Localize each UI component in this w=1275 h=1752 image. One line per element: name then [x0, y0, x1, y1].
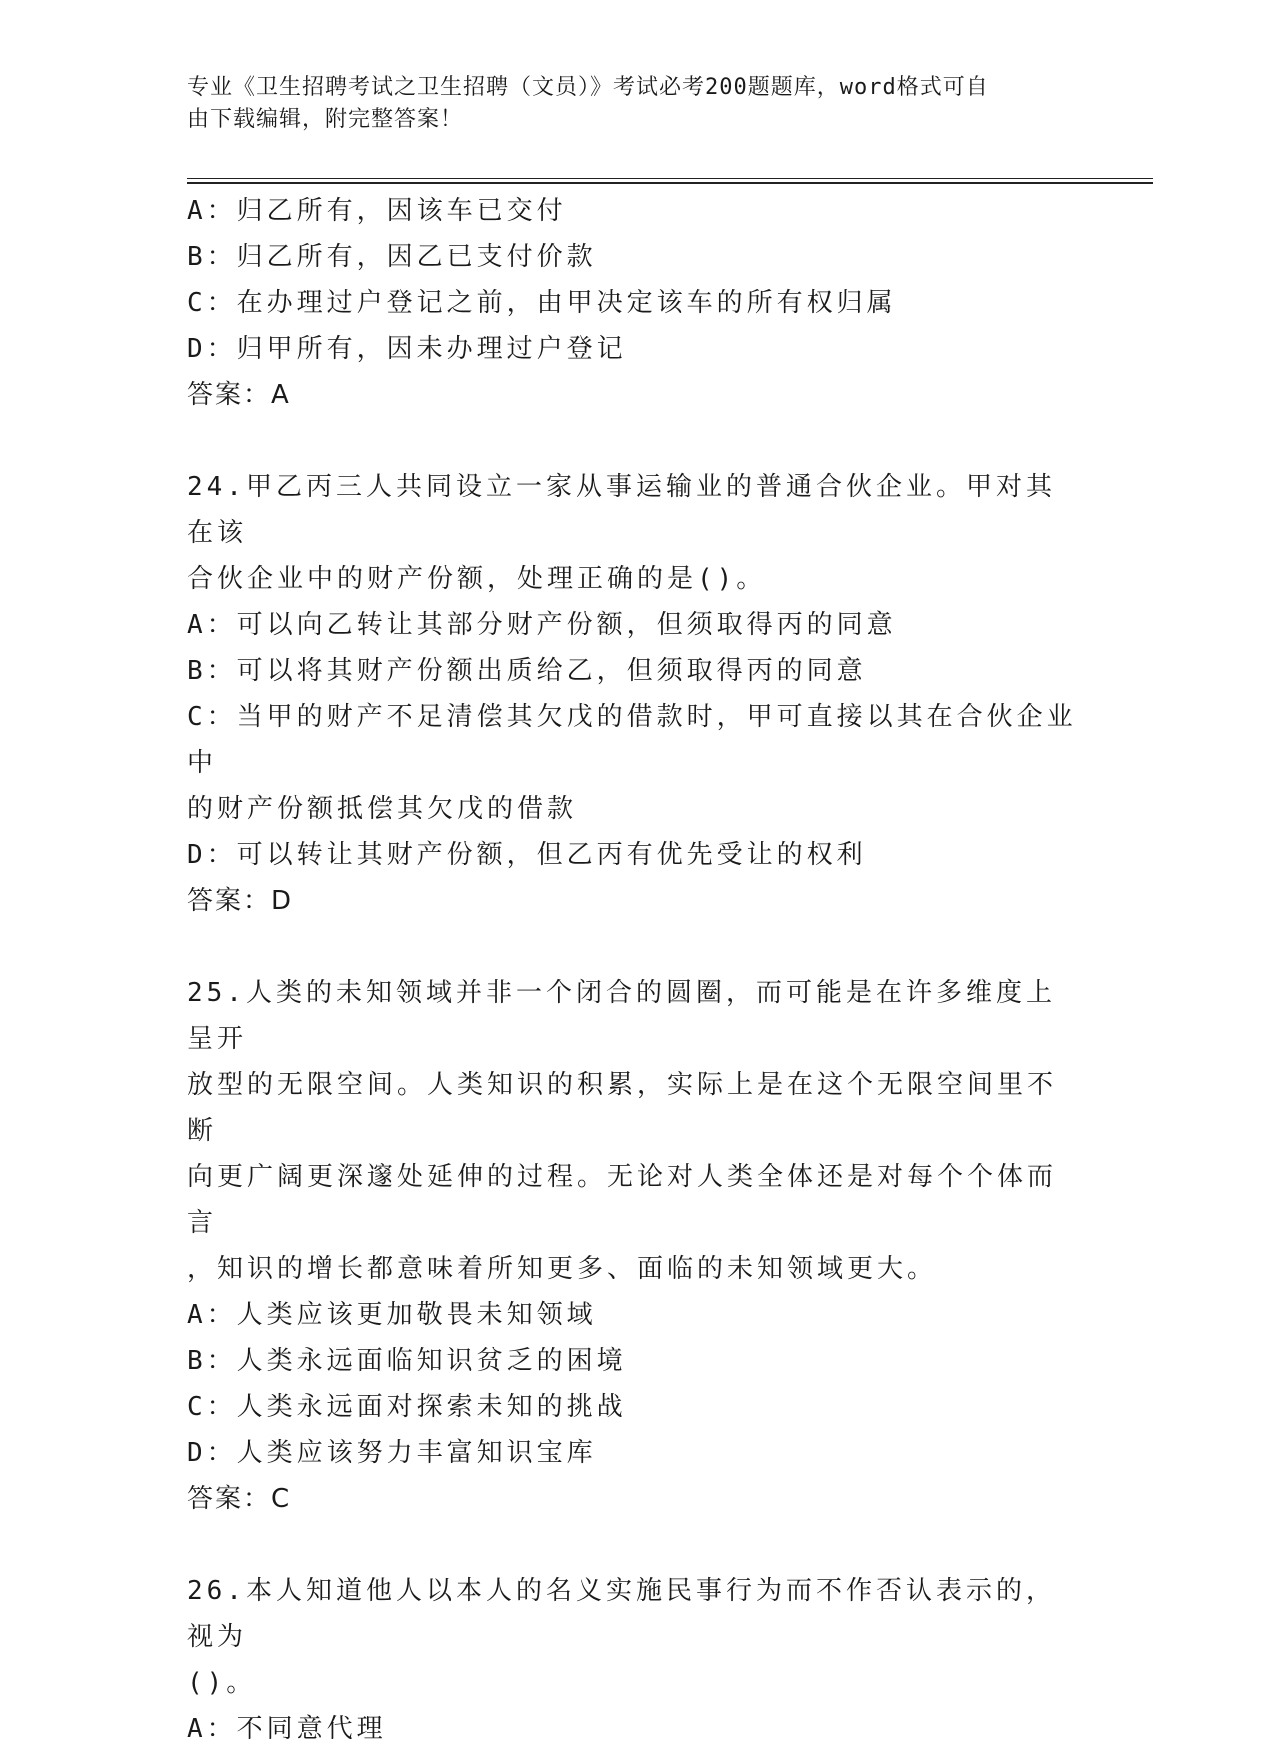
option-b: B：人类永远面临知识贫乏的困境: [187, 1346, 627, 1376]
spacer: [187, 924, 1077, 970]
option-b: B：可以将其财产份额出质给乙，但须取得丙的同意: [187, 656, 867, 686]
option-c: C：在办理过户登记之前，由甲决定该车的所有权归属: [187, 288, 897, 318]
option-a: A：可以向乙转让其部分财产份额，但须取得丙的同意: [187, 610, 897, 640]
option-c: C：当甲的财产不足清偿其欠戊的借款时，甲可直接以其在合伙企业中: [187, 702, 1077, 778]
question-26: [187, 1568, 1077, 1752]
option-a: A：归乙所有，因该车已交付: [187, 196, 567, 226]
answer: 答案：D: [187, 886, 294, 916]
option-a: A：人类应该更加敬畏未知领域: [187, 1300, 597, 1330]
option-c-continued: 的财产份额抵偿其欠戊的借款: [187, 794, 578, 824]
spacer: [187, 1522, 1077, 1568]
question-stem: 放型的无限空间。人类知识的积累，实际上是在这个无限空间里不断: [187, 1070, 1058, 1146]
question-25: [187, 970, 1077, 1522]
header-divider-thick: [187, 182, 1153, 184]
option-d: D：可以转让其财产份额，但乙丙有优先受让的权利: [187, 840, 867, 870]
header-divider-thin: [187, 178, 1153, 179]
answer: 答案：A: [187, 380, 291, 410]
question-stem: 24.甲乙丙三人共同设立一家从事运输业的普通合伙企业。甲对其在该: [187, 472, 1056, 548]
question-stem: 26.本人知道他人以本人的名义实施民事行为而不作否认表示的，视为: [187, 1576, 1056, 1652]
header-line-2: 由下载编辑，附完整答案！: [187, 107, 464, 132]
question-stem: 合伙企业中的财产份额，处理正确的是()。: [187, 564, 767, 594]
question-stem: ()。: [187, 1668, 257, 1698]
option-b: B：归乙所有，因乙已支付价款: [187, 242, 597, 272]
question-list: [187, 188, 1077, 1752]
document-header: [187, 72, 1067, 136]
question-24: [187, 464, 1077, 924]
spacer: [187, 418, 1077, 464]
question-stem: 向更广阔更深邃处延伸的过程。无论对人类全体还是对每个个体而言: [187, 1162, 1058, 1238]
question-stem: ，知识的增长都意味着所知更多、面临的未知领域更大。: [187, 1254, 938, 1284]
question-stem: 25.人类的未知领域并非一个闭合的圆圈，而可能是在许多维度上呈开: [187, 978, 1056, 1054]
option-a: A：不同意代理: [187, 1714, 387, 1744]
option-d: D：归甲所有，因未办理过户登记: [187, 334, 627, 364]
question-23: [187, 188, 1077, 418]
option-c: C：人类永远面对探索未知的挑战: [187, 1392, 627, 1422]
answer: 答案：C: [187, 1484, 292, 1514]
header-line-1: 专业《卫生招聘考试之卫生招聘（文员）》考试必考200题题库，word格式可自: [187, 75, 989, 100]
option-d: D：人类应该努力丰富知识宝库: [187, 1438, 597, 1468]
